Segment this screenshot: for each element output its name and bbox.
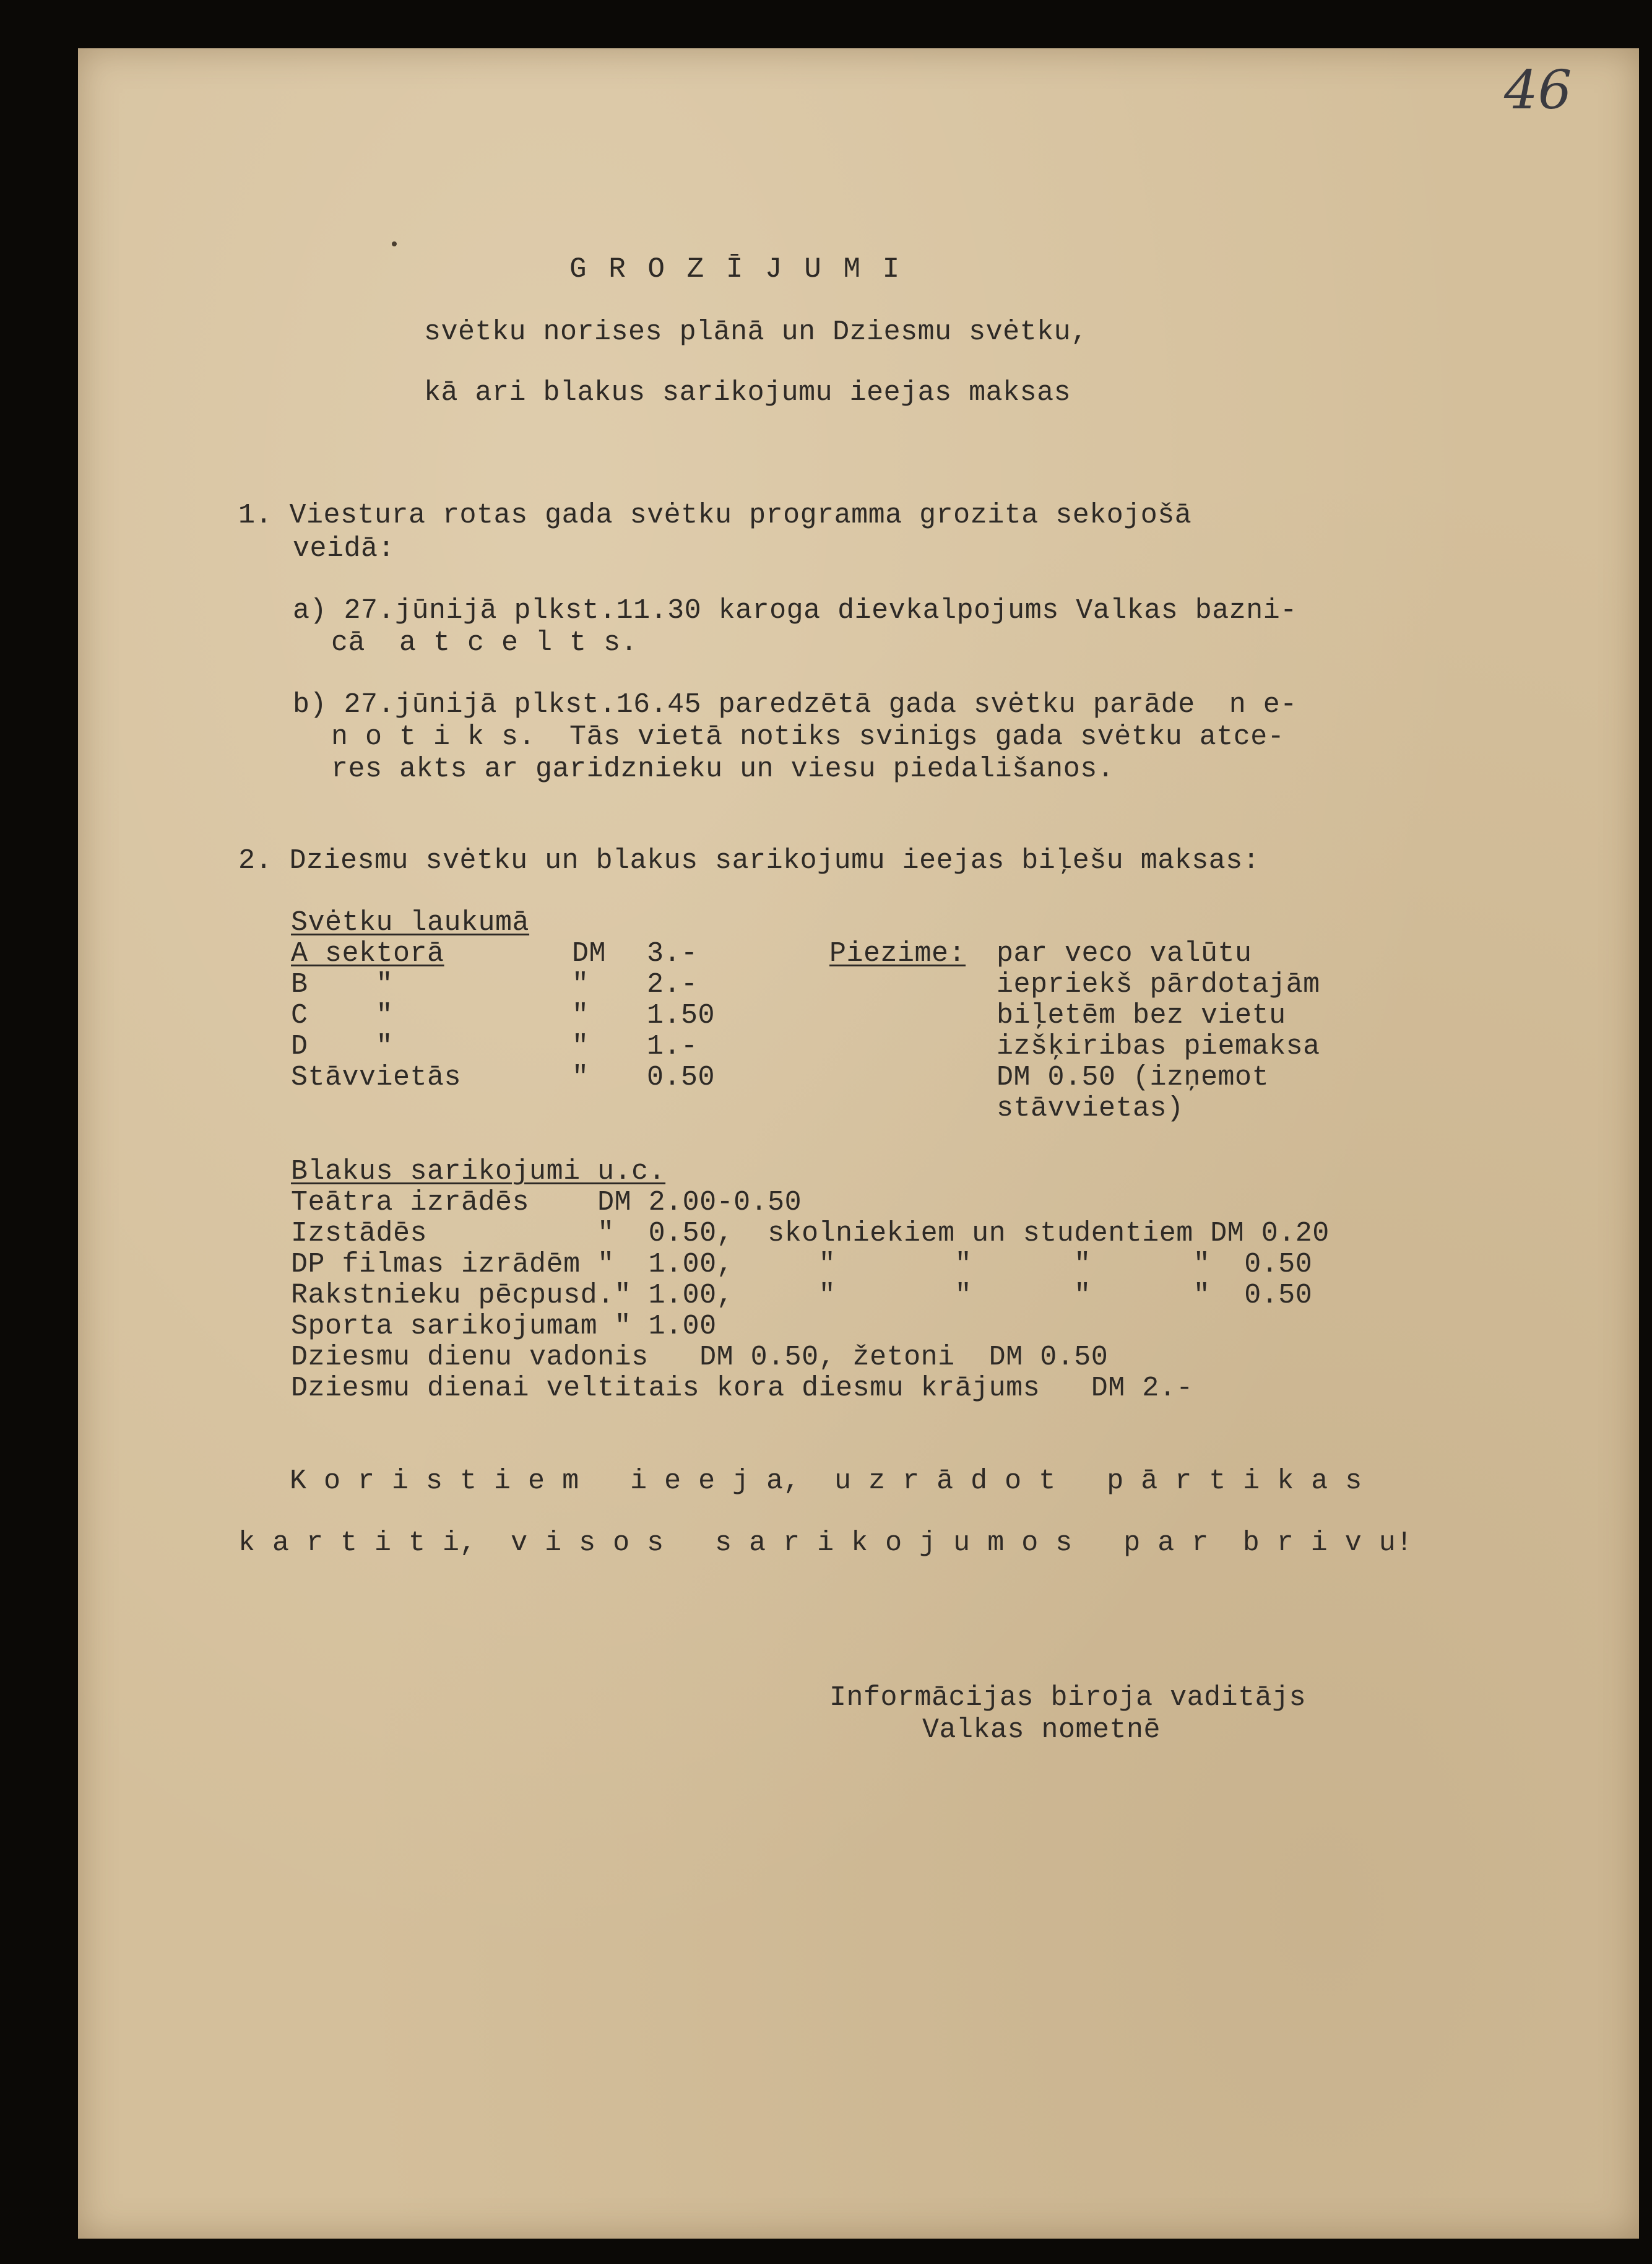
field-row-price: 3.-: [647, 938, 698, 969]
field-row-currency: ": [572, 1062, 589, 1093]
section-1-item-a-line-1: a) 27.jūnijā plkst.11.30 karoga dievkalpojums Valkas bazni-: [293, 595, 1297, 627]
side-events-line: Sporta sarikojumam " 1.00: [291, 1311, 717, 1342]
field-row-price: 0.50: [647, 1062, 716, 1093]
document-subtitle-2: kā ari blakus sarikojumu ieejas maksas: [424, 377, 1071, 409]
page-number: 46: [1504, 59, 1572, 121]
field-row-label: C ": [291, 1000, 394, 1031]
note-line: stāvvietas): [997, 1093, 1184, 1124]
note-label: Piezime:: [829, 938, 966, 969]
field-row-label: A sektorā: [291, 938, 444, 969]
section-1-item-b-line-2: n o t i k s. Tās vietā notiks svinigs gada svėtku atce-: [331, 721, 1285, 753]
notice-line-2: k a r t i t i, v i s o s s a r i k o j u m o s p a r b r i v u!: [238, 1527, 1413, 1559]
notice-line-1: K o r i s t i e m i e e j a, u z r ā d o t p ā r t i k a s: [290, 1465, 1362, 1497]
side-events-line: Teātra izrādēs DM 2.00-0.50: [291, 1187, 802, 1218]
side-events-caption: Blakus sarikojumi u.c.: [291, 1156, 666, 1187]
section-1-line-2: veidā:: [293, 533, 396, 565]
field-row-currency: DM: [572, 938, 607, 969]
field-row-currency: ": [572, 1000, 589, 1031]
field-row-label: Stāvvietās: [291, 1062, 462, 1093]
signature-line-2: Valkas nometnē: [922, 1714, 1161, 1746]
field-row-label: D ": [291, 1031, 394, 1062]
field-row-label: B ": [291, 969, 394, 1000]
field-row-price: 1.-: [647, 1031, 698, 1062]
section-2-heading: 2. Dziesmu svėtku un blakus sarikojumu ieejas biļešu maksas:: [238, 845, 1260, 877]
side-events-line: Izstādēs " 0.50, skolniekiem un studentiem DM 0.20: [291, 1218, 1330, 1249]
field-row-currency: ": [572, 969, 589, 1000]
side-events-line: Dziesmu dienu vadonis DM 0.50, žetoni DM 0.50: [291, 1342, 1109, 1373]
note-line: par veco valūtu: [997, 938, 1252, 969]
field-table-caption: Svėtku laukumā: [291, 907, 530, 939]
note-line: DM 0.50 (izņemot: [997, 1062, 1269, 1093]
side-events-line: Rakstnieku pēcpusd." 1.00, " " " " 0.50: [291, 1280, 1313, 1311]
field-row-price: 2.-: [647, 969, 698, 1000]
note-line: izšķiribas piemaksa: [997, 1031, 1320, 1062]
paper-speck: [392, 241, 397, 246]
section-1-item-a-line-2: cā a t c e l t s.: [331, 627, 638, 659]
note-line: biļetēm bez vietu: [997, 1000, 1286, 1031]
section-1-item-b-line-3: res akts ar garidznieku un viesu piedališanos.: [331, 753, 1115, 785]
document-subtitle-1: svėtku norises plānā un Dziesmu svėtku,: [424, 316, 1088, 348]
field-row-currency: ": [572, 1031, 589, 1062]
field-row-price: 1.50: [647, 1000, 716, 1031]
document-title: G R O Z Ī J U M I: [569, 253, 902, 285]
section-1-line-1: 1. Viestura rotas gada svėtku programma grozita sekojošā: [238, 500, 1192, 531]
section-1-item-b-line-1: b) 27.jūnijā plkst.16.45 paredzētā gada svėtku parāde n e-: [293, 689, 1297, 721]
side-events-line: DP filmas izrādēm " 1.00, " " " " 0.50: [291, 1249, 1313, 1280]
note-line: iepriekš pārdotajām: [997, 969, 1320, 1000]
signature-line-1: Informācijas biroja vaditājs: [829, 1682, 1307, 1714]
side-events-line: Dziesmu dienai veltitais kora diesmu krājums DM 2.-: [291, 1373, 1193, 1404]
